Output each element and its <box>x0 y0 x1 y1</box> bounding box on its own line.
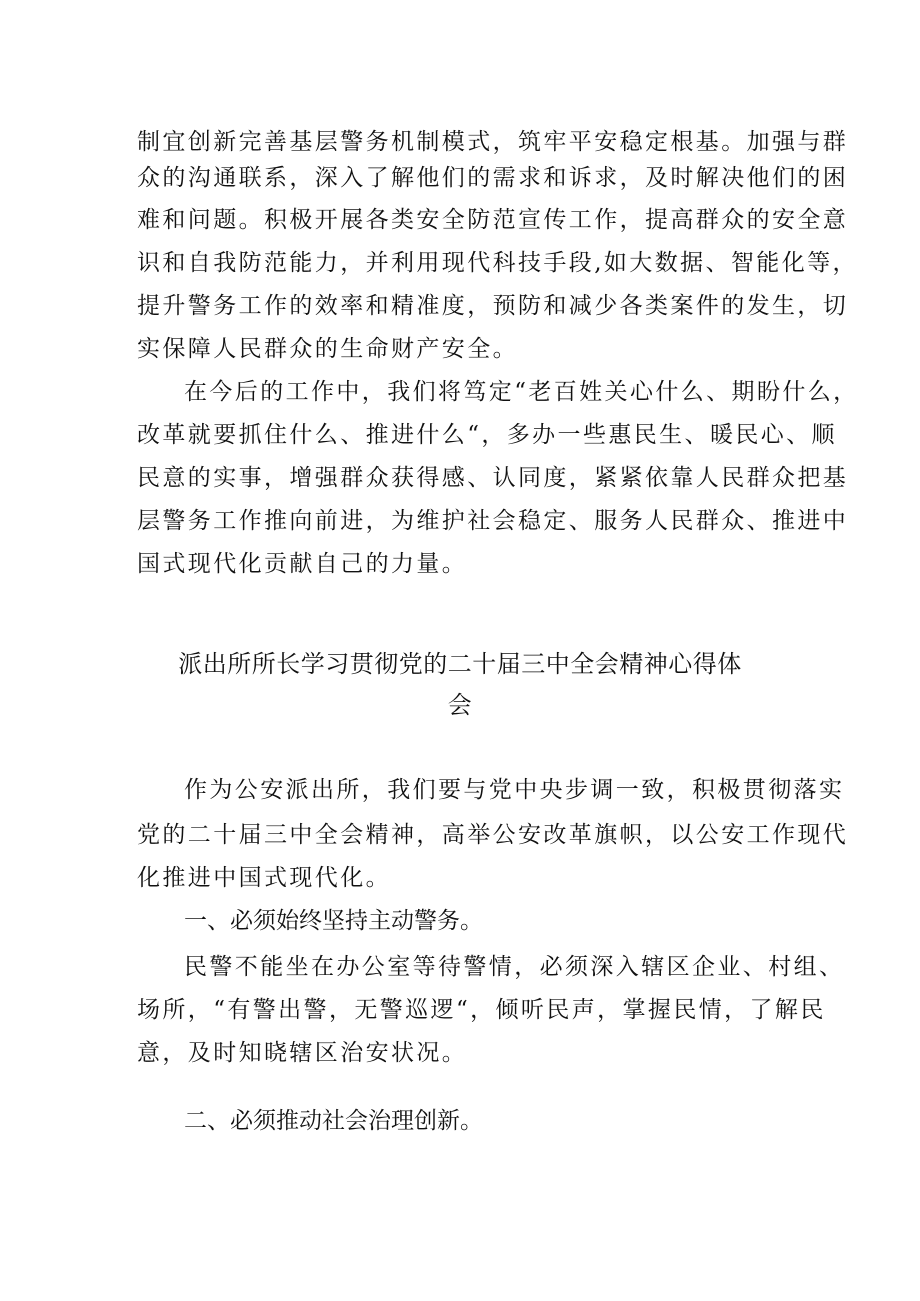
text-line: 场所，“有警出警，无警巡逻“，倾听民声，掌握民情，了解民 <box>137 997 826 1023</box>
title-line: 派出所所长学习贯彻党的二十届三中全会精神心得体 <box>178 650 742 678</box>
heading-governance-innovation: 二、必须推动社会治理创新。 <box>184 1108 483 1134</box>
text-line: 实保障人民群众的生命财产安全。 <box>137 336 518 362</box>
title-line: 会 <box>447 691 473 719</box>
text-line: 层警务工作推向前进，为维护社会稳定、服务人民群众、推进中 <box>137 508 849 534</box>
text-line: 识和自我防范能力，并利用现代科技手段,如大数据、智能化等， <box>137 250 858 276</box>
text-line: 作为公安派出所，我们要与党中央步调一致，积极贯彻落实 <box>184 777 845 803</box>
text-line: 化推进中国式现代化。 <box>137 865 391 891</box>
text-line: 国式现代化贡献自己的力量。 <box>137 551 468 577</box>
heading-active-policing: 一、必须始终坚持主动警务。 <box>184 908 483 934</box>
text-line: 民意的实事，增强群众获得感、认同度，紧紧依靠人民群众把基 <box>137 465 849 491</box>
text-line: 民警不能坐在办公室等待警情，必须深入辖区企业、村组、 <box>184 954 845 980</box>
text-line: 党的二十届三中全会精神，高举公安改革旗帜，以公安工作现代 <box>137 822 849 848</box>
text-line: 在今后的工作中，我们将笃定“老百姓关心什么、期盼什么， <box>184 379 859 405</box>
text-line: 意，及时知晓辖区治安状况。 <box>137 1040 468 1066</box>
text-line: 难和问题。积极开展各类安全防范宣传工作，提高群众的安全意 <box>137 207 849 233</box>
text-line: 改革就要抓住什么、推进什么“，多办一些惠民生、暖民心、顺 <box>137 422 837 448</box>
text-line: 提升警务工作的效率和精准度，预防和减少各类案件的发生，切 <box>137 293 849 319</box>
text-line: 制宜创新完善基层警务机制模式，筑牢平安稳定根基。加强与群 <box>137 129 849 155</box>
text-line: 众的沟通联系，深入了解他们的需求和诉求，及时解决他们的困 <box>137 165 849 191</box>
